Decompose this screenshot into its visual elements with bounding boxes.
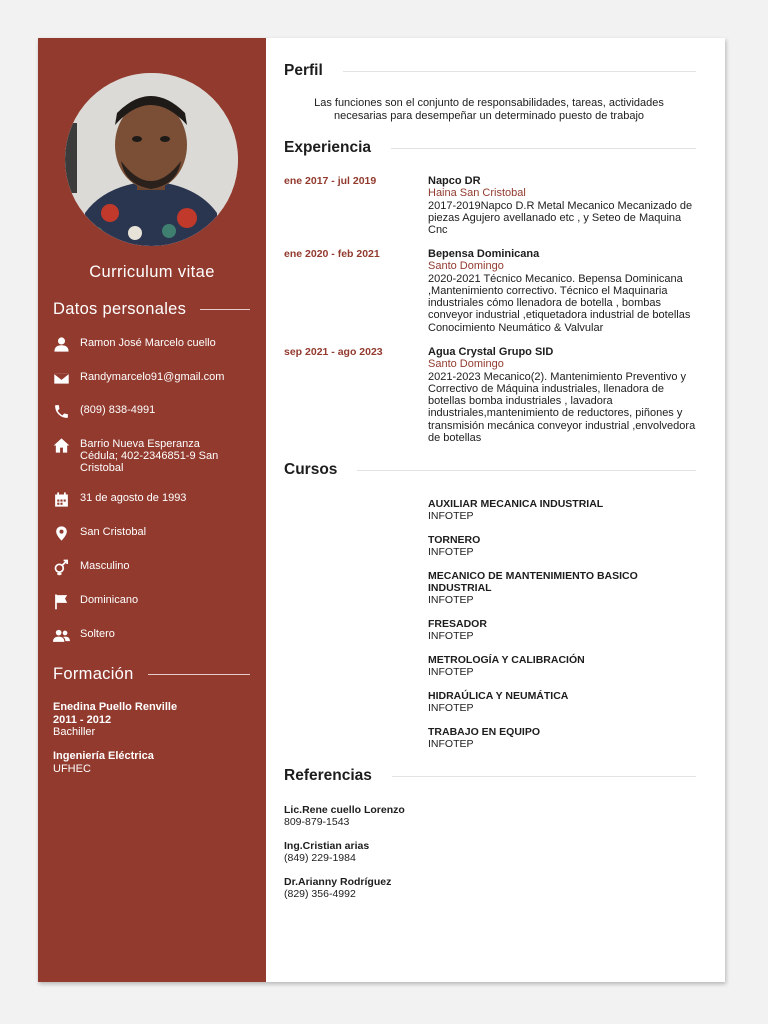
personal-data-heading	[53, 300, 250, 319]
references-heading-text: Referencias	[284, 767, 372, 784]
course-title: METROLOGÍA Y CALIBRACIÓN	[428, 654, 585, 666]
personal-item-text: Soltero	[80, 628, 115, 640]
education-degree: Bachiller	[53, 726, 96, 738]
resume-page	[38, 38, 725, 982]
course-institution: INFOTEP	[428, 594, 474, 606]
experience-dates: sep 2021 - ago 2023	[284, 346, 383, 358]
personal-item-text: Masculino	[80, 560, 130, 572]
course-institution: INFOTEP	[428, 630, 474, 642]
reference-item	[284, 804, 405, 828]
profile-heading-text: Perfil	[284, 62, 323, 79]
personal-item-birthdate	[51, 490, 256, 508]
experience-dates: ene 2017 - jul 2019	[284, 175, 377, 187]
personal-item-text: Randymarcelo91@gmail.com	[80, 371, 225, 383]
course-institution: INFOTEP	[428, 702, 474, 714]
reference-name: Dr.Arianny Rodríguez	[284, 876, 392, 888]
heading-rule	[357, 470, 696, 471]
course-institution: INFOTEP	[428, 546, 474, 558]
location-pin-icon	[51, 524, 71, 542]
experience-location: Haina San Cristobal	[428, 187, 526, 200]
home-icon	[51, 436, 71, 454]
profile-photo	[65, 73, 238, 246]
personal-item-gender	[51, 558, 256, 576]
course-title: AUXILIAR MECANICA INDUSTRIAL	[428, 498, 604, 510]
phone-icon	[51, 402, 71, 420]
education-years: 2011 - 2012	[53, 713, 112, 726]
personal-item-name	[51, 335, 256, 353]
heading-rule	[148, 674, 250, 675]
heading-rule	[200, 309, 250, 310]
personal-item-phone	[51, 402, 256, 420]
education-item	[53, 701, 177, 739]
personal-item-address	[51, 436, 256, 474]
course-item	[428, 654, 688, 678]
references-heading	[284, 767, 696, 785]
personal-item-text: San Cristobal	[80, 526, 147, 538]
personal-item-text: (809) 838-4991	[80, 404, 156, 416]
course-item	[428, 570, 688, 606]
reference-phone: (829) 356-4992	[284, 888, 356, 900]
personal-item-text: Barrio Nueva Esperanza Cédula; 402-2346851-9 San Cristobal	[80, 438, 219, 474]
person-icon	[51, 335, 71, 353]
cv-title: Curriculum vitae	[89, 263, 215, 281]
course-title: TORNERO	[428, 534, 481, 546]
experience-description: 2017-2019Napco D.R Metal Mecanico Mecanizado de piezas Agujero avellanado etc , y Seteo de Maquina Cnc	[428, 199, 693, 237]
envelope-icon	[51, 369, 71, 387]
experience-company: Agua Crystal Grupo SID	[428, 346, 554, 358]
gender-icon	[51, 558, 71, 576]
experience-item	[428, 175, 698, 236]
personal-item-nationality	[51, 592, 256, 610]
courses-heading	[284, 461, 696, 479]
experience-company: Napco DR	[428, 175, 481, 187]
heading-rule	[343, 71, 696, 72]
experience-company: Bepensa Dominicana	[428, 248, 540, 260]
personal-item-city	[51, 524, 256, 542]
experience-heading-text: Experiencia	[284, 139, 372, 156]
course-item	[428, 726, 688, 750]
reference-item	[284, 840, 369, 864]
personal-item-text: 31 de agosto de 1993	[80, 492, 187, 504]
courses-heading-text: Cursos	[284, 461, 338, 478]
heading-rule	[392, 776, 696, 777]
experience-location: Santo Domingo	[428, 260, 504, 273]
course-item	[428, 534, 688, 558]
reference-phone: (849) 229-1984	[284, 852, 356, 864]
course-institution: INFOTEP	[428, 666, 474, 678]
personal-item-text: Ramon José Marcelo cuello	[80, 337, 216, 349]
education-heading-text: Formación	[53, 665, 134, 683]
flag-icon	[51, 592, 71, 610]
course-title: TRABAJO EN EQUIPO	[428, 726, 541, 738]
profile-heading	[284, 62, 696, 80]
course-institution: INFOTEP	[428, 510, 474, 522]
course-title: HIDRAÚLICA Y NEUMÁTICA	[428, 690, 569, 702]
personal-item-email	[51, 369, 256, 387]
education-item	[53, 750, 154, 775]
reference-name: Ing.Cristian arias	[284, 840, 370, 852]
personal-item-text: Dominicano	[80, 594, 139, 606]
course-item	[428, 618, 688, 642]
experience-description: 2020-2021 Técnico Mecanico. Bepensa Dominicana ,Mantenimiento correctivo. Técnico el Maquinaria industriales cómo llenadora de botella , bombas conveyor industrial ,etiquetadora industrial de botellas Conocimiento Neumático & Valvular	[428, 272, 691, 334]
experience-item	[428, 248, 698, 334]
portrait-image	[65, 73, 238, 246]
education-degree: UFHEC	[53, 762, 91, 775]
calendar-icon	[51, 490, 71, 508]
personal-item-marital-status	[51, 626, 256, 644]
reference-name: Lic.Rene cuello Lorenzo	[284, 804, 405, 816]
experience-location: Santo Domingo	[428, 358, 504, 371]
experience-dates: ene 2020 - feb 2021	[284, 248, 380, 260]
course-title: MECANICO DE MANTENIMIENTO BASICO INDUSTRIAL	[428, 570, 638, 594]
education-institution: Enedina Puello Renville	[53, 701, 178, 713]
course-item	[428, 498, 688, 522]
course-item	[428, 690, 688, 714]
course-institution: INFOTEP	[428, 738, 474, 750]
experience-description: 2021-2023 Mecanico(2). Mantenimiento Preventivo y Correctivo de Máquina industriales, llenadora de botellas bomba industriales , lavadora industriales,mantenimiento de reductores, piñones y transmisión mecánica conveyor industrial ,envolvedora de botellas	[428, 370, 696, 445]
education-institution: Ingeniería Eléctrica	[53, 750, 154, 762]
experience-heading	[284, 139, 696, 157]
personal-data-heading-text: Datos personales	[53, 300, 187, 318]
course-title: FRESADOR	[428, 618, 487, 630]
sidebar	[38, 38, 266, 982]
profile-text: Las funciones son el conjunto de responsabilidades, tareas, actividades necesarias para desempeñar un determinado puesto de trabajo	[314, 97, 664, 122]
reference-item	[284, 876, 391, 900]
heading-rule	[391, 148, 696, 149]
reference-phone: 809-879-1543	[284, 816, 350, 828]
education-heading	[53, 665, 250, 684]
group-icon	[51, 626, 71, 644]
experience-item	[428, 346, 698, 444]
